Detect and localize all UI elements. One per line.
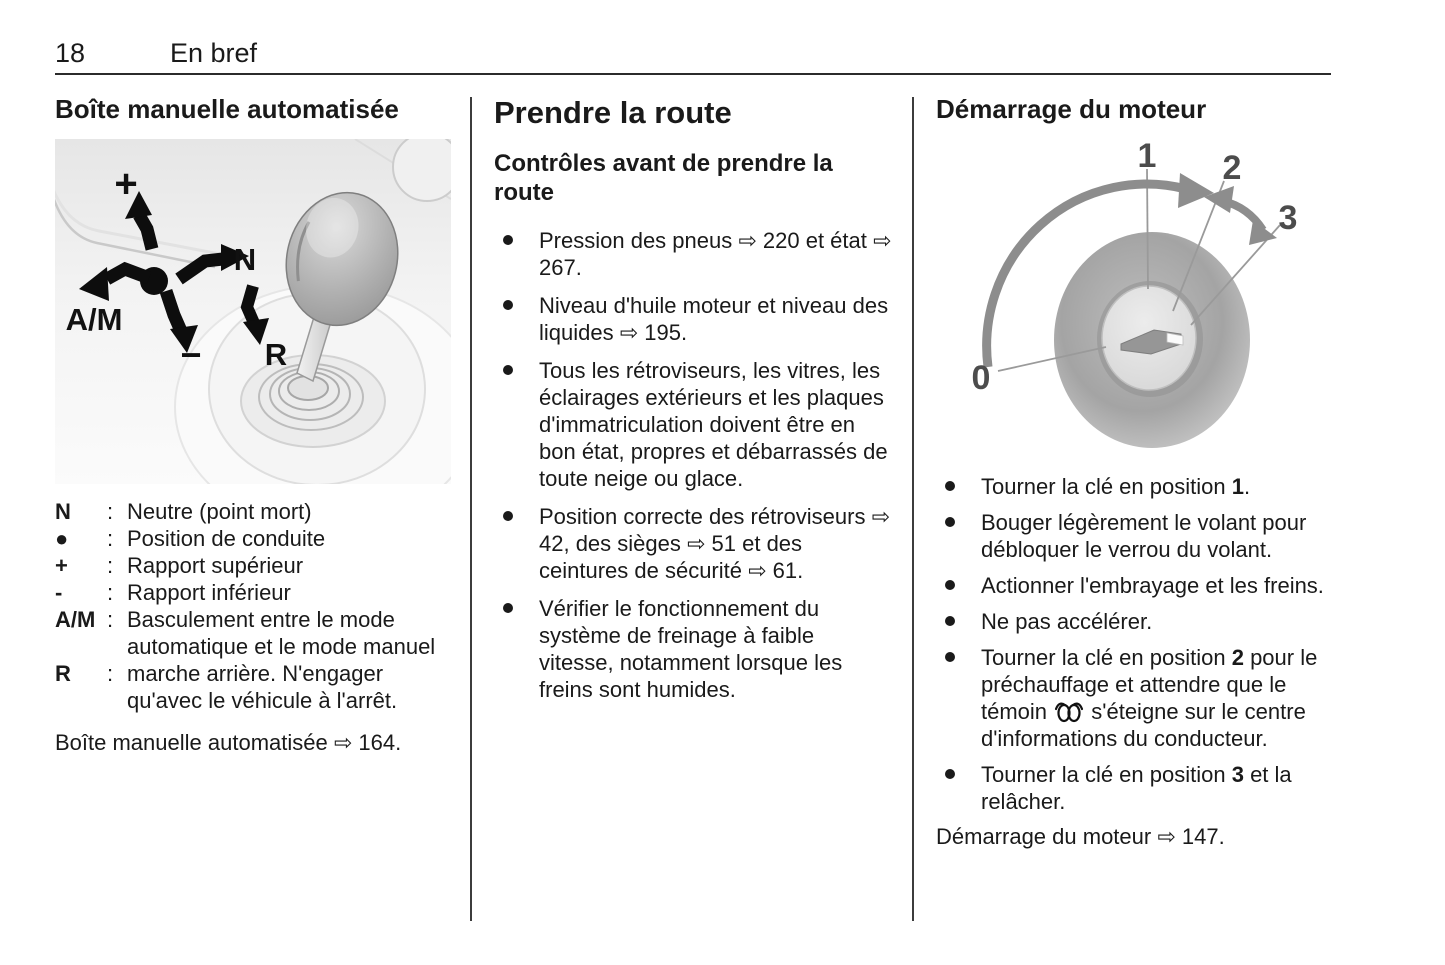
key-position-number: 1	[1231, 473, 1244, 499]
list-item	[494, 227, 894, 281]
bullet-icon	[503, 235, 513, 245]
step-text-part: Tourner la clé en position	[981, 644, 1232, 670]
subsection-title-checks: Contrôles avant de prendre la route	[494, 149, 833, 206]
label-position-0: 0	[971, 358, 991, 397]
step-item	[936, 761, 1332, 815]
bullet-icon	[945, 769, 955, 779]
list-item-text: Tous les rétroviseurs, les vitres, les éclairages extérieurs et les plaques d'immatriculation doivent être en bon état, propres et débarrassés de toute neige ou glace.	[539, 358, 888, 492]
list-item	[494, 357, 894, 492]
legend-colon: :	[107, 579, 114, 605]
list-item-text: Vérifier le fonctionnement du système de freinage à faible vitesse, notamment lorsque les freins sont humides.	[539, 596, 843, 703]
bullet-icon	[503, 365, 513, 375]
label-am: A/M	[65, 301, 123, 337]
list-item-text: Pression des pneus ⇨ 220 et état ⇨ 267.	[539, 228, 892, 281]
step-text	[981, 474, 1250, 499]
step-item	[936, 509, 1332, 563]
label-position-1: 1	[1137, 138, 1157, 175]
bullet-icon	[503, 603, 513, 613]
bullet-icon	[503, 511, 513, 521]
step-text-part: et la relâcher.	[981, 761, 1292, 814]
section-title-gearbox: Boîte manuelle automatisée	[55, 94, 399, 124]
legend-colon: :	[107, 498, 114, 524]
legend-row-drive	[55, 525, 451, 552]
bullet-icon	[503, 300, 513, 310]
label-n: N	[233, 241, 257, 277]
glow-plug-indicator-icon	[1054, 699, 1084, 723]
gearbox-crossref: Boîte manuelle automatisée ⇨ 164.	[55, 729, 402, 755]
column-setting-off	[494, 95, 894, 714]
legend-term: N	[55, 498, 71, 524]
section-title-setting-off: Prendre la route	[494, 95, 732, 130]
step-text	[981, 645, 1317, 751]
legend-term: -	[55, 579, 63, 605]
legend-desc: Basculement entre le mode automatique et le mode manuel	[127, 606, 436, 659]
legend-colon: :	[107, 660, 114, 686]
bullet-icon	[945, 481, 955, 491]
column-engine-start	[936, 95, 1332, 850]
step-item	[936, 644, 1332, 752]
legend-colon: :	[107, 525, 114, 551]
legend-term: +	[55, 552, 68, 578]
step-item	[936, 572, 1332, 599]
column-divider	[912, 97, 914, 921]
label-plus: +	[114, 161, 138, 206]
legend-row-n	[55, 498, 451, 525]
legend-row-am	[55, 606, 451, 660]
step-text: Bouger légèrement le volant pour débloquer le verrou du volant.	[981, 509, 1307, 562]
bullet-icon	[945, 616, 955, 626]
legend-desc: marche arrière. N'engager qu'avec le véhicule à l'arrêt.	[127, 660, 398, 713]
gear-shifter-illustration	[55, 139, 451, 484]
legend-row-r	[55, 660, 451, 714]
legend-desc: Rapport inférieur	[127, 579, 291, 605]
legend-colon: :	[107, 606, 114, 632]
label-r: R	[264, 336, 288, 372]
label-minus: −	[180, 333, 202, 375]
engine-start-crossref: Démarrage du moteur ⇨ 147.	[936, 823, 1225, 849]
header-rule	[55, 73, 1331, 75]
gear-shifter-figure	[55, 139, 451, 484]
step-item	[936, 473, 1332, 500]
legend-term: R	[55, 660, 71, 686]
bullet-icon	[945, 580, 955, 590]
legend-desc: Rapport supérieur	[127, 552, 304, 578]
legend-term: ●	[55, 525, 69, 551]
legend-term: A/M	[55, 606, 96, 632]
key-position-number: 2	[1231, 644, 1244, 670]
list-item-text: Position correcte des rétroviseurs ⇨ 42, des sièges ⇨ 51 et des ceintures de sécurité ⇨ 61.	[539, 504, 891, 584]
list-item	[494, 292, 894, 346]
bullet-icon	[945, 652, 955, 662]
bullet-icon	[945, 517, 955, 527]
section-title-engine-start: Démarrage du moteur	[936, 94, 1207, 124]
ignition-switch-figure	[936, 139, 1332, 459]
ignition-barrel	[1054, 232, 1250, 448]
column-gearbox	[55, 95, 451, 756]
list-item	[494, 595, 894, 703]
column-divider	[470, 97, 472, 921]
checks-list	[494, 227, 894, 703]
ignition-switch-illustration	[936, 139, 1332, 459]
page-number: 18	[55, 38, 86, 68]
step-item	[936, 608, 1332, 635]
gear-legend	[55, 498, 451, 714]
legend-row-plus	[55, 552, 451, 579]
key-position-number: 3	[1231, 761, 1244, 787]
label-position-2: 2	[1222, 148, 1242, 187]
step-text	[981, 762, 1292, 814]
legend-colon: :	[107, 552, 114, 578]
list-item	[494, 503, 894, 584]
list-item-text: Niveau d'huile moteur et niveau des liquides ⇨ 195.	[539, 293, 889, 346]
start-steps-list	[936, 473, 1332, 815]
chapter-title: En bref	[170, 38, 258, 68]
legend-desc: Neutre (point mort)	[127, 498, 312, 524]
step-text: Ne pas accélérer.	[981, 608, 1153, 634]
legend-row-minus	[55, 579, 451, 606]
step-text-part: s'éteigne sur le centre d'informations du conducteur.	[981, 698, 1306, 751]
step-text-part: pour le préchauffage et attendre que le témoin	[981, 644, 1318, 724]
legend-desc: Position de conduite	[127, 525, 326, 551]
label-position-3: 3	[1278, 198, 1298, 237]
step-text-part: Tourner la clé en position	[981, 761, 1232, 787]
step-text-part: .	[1243, 473, 1251, 499]
step-text: Actionner l'embrayage et les freins.	[981, 572, 1324, 598]
step-text-part: Tourner la clé en position	[981, 473, 1232, 499]
